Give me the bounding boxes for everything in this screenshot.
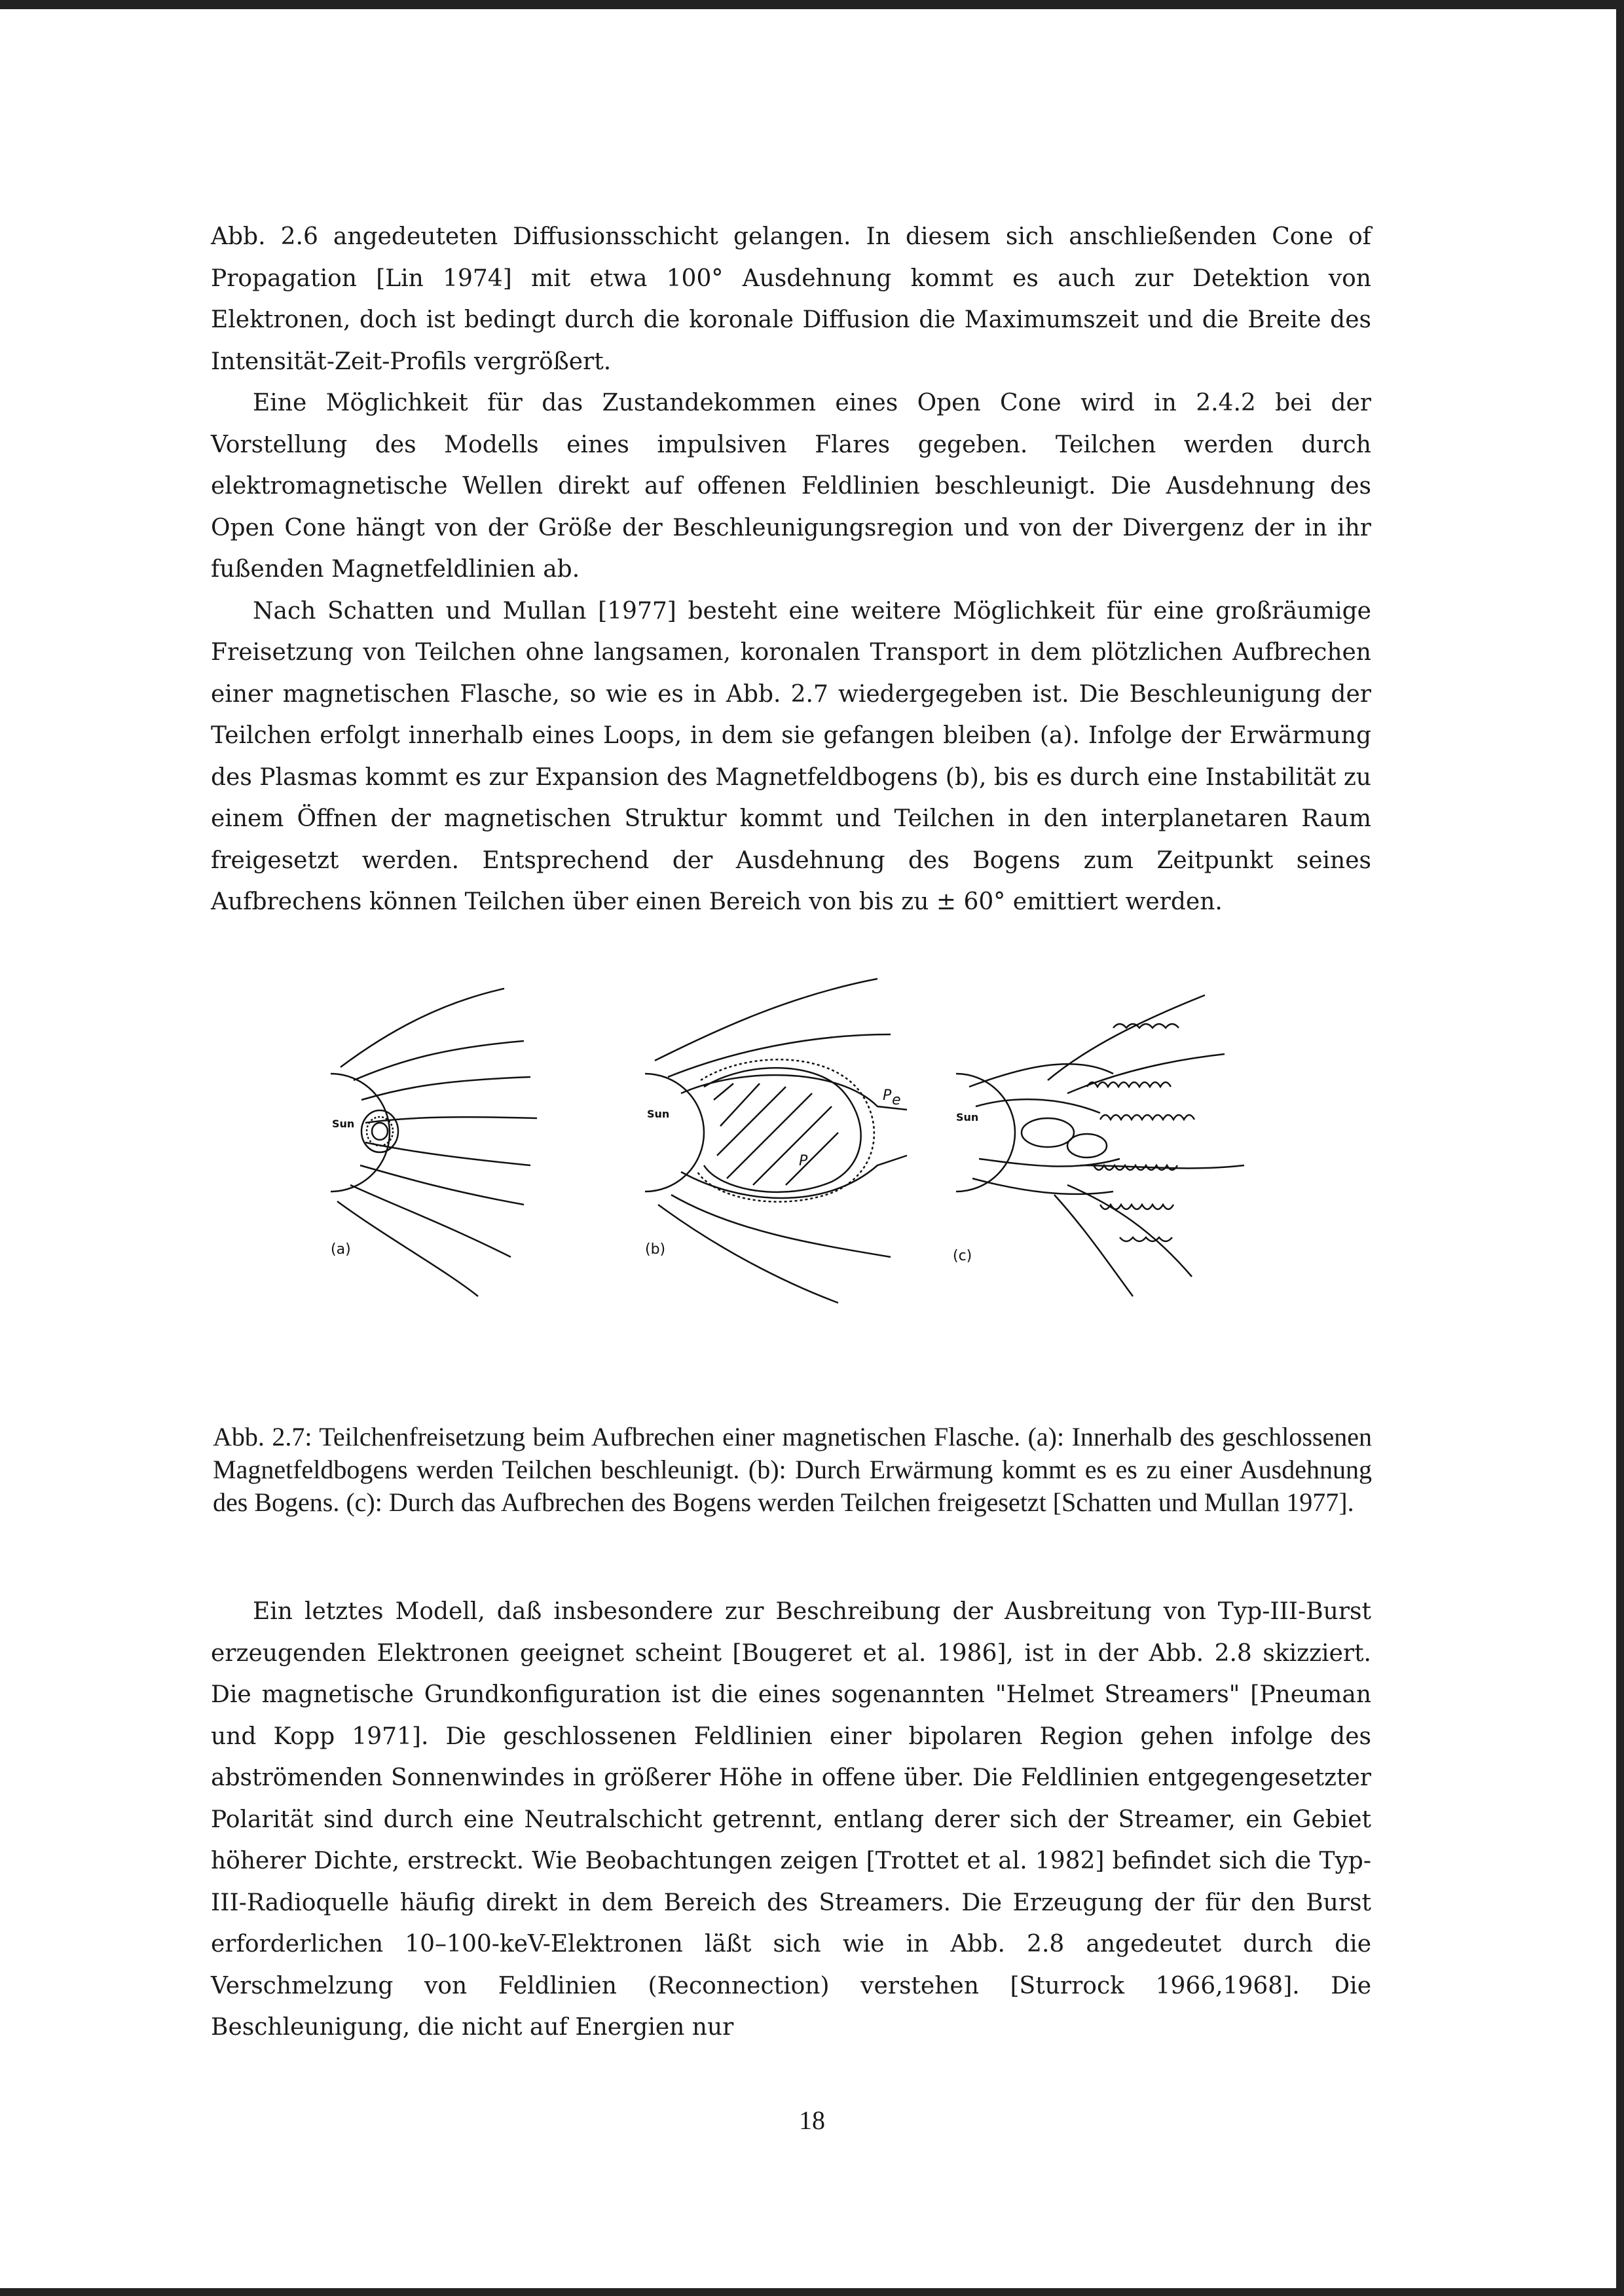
page-border-top <box>0 0 1624 9</box>
paragraph: Nach Schatten und Mullan [1977] besteht eine weitere Möglichkeit für eine großräumige Freisetzung von Teilchen ohne langsamen, koronalen Transport in dem plötzlichen Aufbrechen einer magnetischen Flasche, so wie es in Abb. 2.7 wiedergegeben ist. Die Beschleunigung der Teilchen erfolgt innerhalb eines Loops, in dem sie gefangen bleiben (a). Infolge der Erwärmung des Plasmas kommt es zur Expansion des Magnetfeldbogens (b), bis es durch eine Instabilität zu einem Öffnen der magnetischen Struktur kommt und Teilchen in den interplanetaren Raum freigesetzt werden. Entsprechend der Ausdehnung des Bogens zum Zeitpunkt seines Aufbrechens können Teilchen über einen Bereich von bis zu ± 60° emittiert werden. <box>211 597 1371 915</box>
sun-limb-a <box>331 1074 390 1192</box>
paragraph: Eine Möglichkeit für das Zustandekommen eines Open Cone wird in 2.4.2 bei der Vorstellung des Modells eines impulsiven Flares gegeben. Teilchen werden durch elektromagnetische Wellen direkt auf offenen Feldlinien beschleunigt. Die Ausdehnung des Open Cone hängt von der Größe der Beschleunigungsregion und von der Divergenz der in ihr fußenden Magnetfeldlinien ab. <box>211 390 1371 583</box>
sun-label-c: Sun <box>956 1111 979 1123</box>
body-text-bottom <box>211 1591 1371 2049</box>
figure-caption: Abb. 2.7: Teilchenfreisetzung beim Aufbrechen einer magnetischen Flasche. (a): Innerhalb des geschlossenen Magnetfeldbogens werden Teilchen beschleunigt. (b): Durch Erwärmung kommt es es zu einer Ausdehnung des Bogens. (c): Durch das Aufbrechen des Bogens werden Teilchen freigesetzt [Schatten und Mullan 1977]. <box>213 1422 1372 1517</box>
mark-pe: P <box>883 1087 892 1104</box>
sun-limb-b <box>645 1074 704 1192</box>
figure-2-7 <box>314 969 1310 1309</box>
panel-a-diagram <box>331 989 537 1296</box>
sun-label-a: Sun <box>332 1118 355 1130</box>
panel-c-diagram <box>956 995 1244 1296</box>
mark-pe-subscript: e <box>892 1092 901 1108</box>
sun-label-b: Sun <box>647 1108 670 1120</box>
page-number: 18 <box>799 2105 825 2135</box>
panel-label-c: (c) <box>953 1248 972 1264</box>
page-border-right <box>1616 0 1624 2296</box>
mark-p: P <box>799 1153 808 1169</box>
page-border-bottom <box>0 2288 1624 2296</box>
paragraph: Ein letztes Modell, daß insbesondere zur Beschreibung der Ausbreitung von Typ-III-Burst erzeugenden Elektronen geeignet scheint [Bougeret et al. 1986], ist in der Abb. 2.8 skizziert. Die magnetische Grundkonfiguration ist die eines sogenannten "Helmet Streamers" [Pneuman und Kopp 1971]. Die geschlossenen Feldlinien einer bipolaren Region gehen infolge des abströmenden Sonnenwindes in größerer Höhe in offene über. Die Feldlinien entgegengesetzter Polarität sind durch eine Neutralschicht getrennt, entlang derer sich der Streamer, ein Gebiet höherer Dichte, erstreckt. Wie Beobachtungen zeigen [Trottet et al. 1982] befindet sich die Typ-III-Radioquelle häufig direkt in dem Bereich des Streamers. Die Erzeugung der für den Burst erforderlichen 10–100-keV-Elektronen läßt sich wie in Abb. 2.8 angedeutet durch die Verschmelzung von Feldlinien (Reconnection) verstehen [Sturrock 1966,1968]. Die Beschleunigung, die nicht auf Energien nur <box>211 1598 1371 2041</box>
sun-limb-c <box>956 1074 1015 1192</box>
panel-label-a: (a) <box>331 1241 351 1258</box>
body-text-top <box>211 216 1371 923</box>
panel-label-b: (b) <box>645 1241 666 1258</box>
panel-b-diagram <box>645 979 907 1303</box>
paragraph: Abb. 2.6 angedeuteten Diffusionsschicht gelangen. In diesem sich anschließenden Cone of Propagation [Lin 1974] mit etwa 100° Ausdehnung kommt es auch zur Detektion von Elektronen, doch ist bedingt durch die koronale Diffusion die Maximumszeit und die Breite des Intensität-Zeit-Profils vergrößert. <box>211 223 1371 375</box>
